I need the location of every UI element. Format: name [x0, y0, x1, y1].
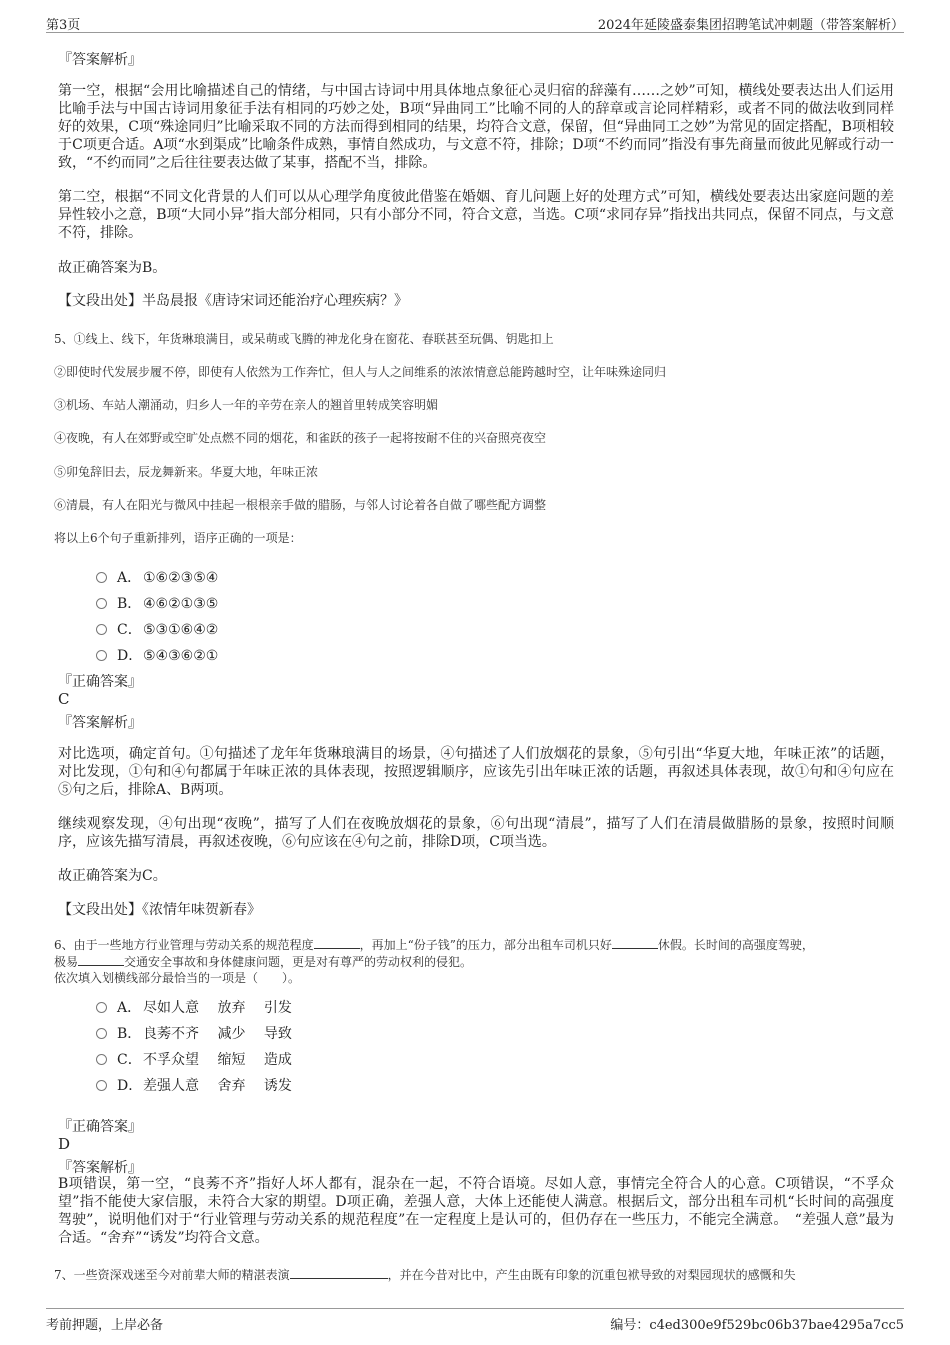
q5-source: 【文段出处】《浓情年味贺新春》 — [58, 902, 261, 918]
q6-option-c[interactable]: C．不孚众望 缩短 造成 — [96, 1049, 292, 1067]
q5-sentence-3: ③机场、车站人潮涌动，归乡人一年的辛劳在亲人的翘首里转成笑容明媚 — [54, 398, 439, 412]
radio-icon[interactable] — [96, 1028, 107, 1039]
radio-icon[interactable] — [96, 1080, 107, 1091]
q6-correct-answer: D — [58, 1135, 71, 1153]
q5-analysis-label: 『答案解析』 — [58, 715, 142, 731]
q5-sentence-6: ⑥清晨，有人在阳光与微风中挂起一根根亲手做的腊肠，与邻人讨论着各自做了哪些配方调整 — [54, 498, 547, 512]
page-footer — [46, 1308, 904, 1337]
q6-option-d[interactable]: D．差强人意 舍弃 诱发 — [96, 1075, 292, 1093]
q6-analysis-label: 『答案解析』 — [58, 1160, 142, 1176]
fill-blank — [78, 953, 124, 966]
q6-analysis: B项错误，第一空，“良莠不齐”指好人坏人都有，混杂在一起，不符合语境。尽如人意，事情完全符合人的心意。C项错误，“不孚众望”指不能使大家信服，未符合大家的期望。D项正确，差强人意，大体上还能使人满意。根据后文，部分出租车司机“长时间的高强度驾驶”，说明他们对于“行业管理与劳动关系的规范程度”在一定程度上是认可的，但仍存在一些压力，不能完全满意。 “差强人意”最为合适。“舍弃”“诱发”均符合文意。 — [58, 1176, 894, 1246]
q4-analysis-label: 『答案解析』 — [58, 52, 142, 68]
radio-icon[interactable] — [96, 650, 107, 661]
q5-correct-answer: C — [58, 690, 70, 708]
q7-stem: 7、一些资深戏迷至今对前辈大师的精湛表演 ，并在今昔对比中，产生由既有印象的沉重包袱导致的对梨园现状的感慨和失 — [54, 1268, 796, 1282]
page-number: 第3页 — [46, 18, 81, 33]
radio-icon[interactable] — [96, 572, 107, 583]
footer-slogan: 考前押题，上岸必备 — [46, 1318, 164, 1333]
q5-sentence-4: ④夜晚，有人在郊野或空旷处点燃不同的烟花，和雀跃的孩子一起将按耐不住的兴奋照亮夜空 — [54, 431, 547, 445]
q4-conclusion: 故正确答案为B。 — [58, 260, 167, 276]
q4-analysis-p2: 第二空，根据“不同文化背景的人们可以从心理学角度彼此借鉴在婚姻、育儿问题上好的处理方式”可知，横线处要表达出家庭问题的差异性较小之意，B项“大同小异”指大部分相同，只有小部分不同，符合文意，当选。C项“求同存异”指找出共同点，保留不同点，与文意不符，排除。 — [58, 189, 894, 241]
fill-blank — [314, 936, 360, 949]
radio-icon[interactable] — [96, 1054, 107, 1065]
q5-option-a[interactable]: A． ①⑥②③⑤④ — [96, 567, 218, 585]
q5-option-d[interactable]: D．⑤④③⑥②① — [96, 645, 218, 663]
q6-option-b[interactable]: B． 良莠不齐 减少 导致 — [96, 1023, 292, 1041]
q5-correct-label: 『正确答案』 — [58, 674, 142, 690]
document-title: 2024年延陵盛泰集团招聘笔试冲刺题（带答案解析） — [597, 18, 904, 33]
q5-stem: 5、①线上、线下，年货琳琅满目，或呆萌或飞腾的神龙化身在窗花、春联甚至玩偶、钥匙扣上 — [54, 332, 554, 346]
q5-analysis-p2: 继续观察发现，④句出现“夜晚”，描写了人们在夜晚放烟花的景象，⑥句出现“清晨”，描写了人们在清晨做腊肠的景象，按照时间顺序，应该先描写清晨，再叙述夜晚，⑥句应该在④句之前，排除D项，C项当选。 — [58, 816, 894, 850]
q6-stem: 6、由于一些地方行业管理与劳动关系的规范程度 ，再加上“份子钱”的压力，部分出租车司机只好 休假。长时间的高强度驾驶， 极易 交通安全事故和身体健康问题，更是对有尊严的劳动权利的侵犯。 依次填入划横线部分最恰当的一项是（ ）。 — [54, 938, 814, 985]
q5-sentence-2: ②即使时代发展步履不停，即使有人依然为工作奔忙，但人与人之间维系的浓浓情意总能跨越时空，让年味殊途同归 — [54, 365, 667, 379]
radio-icon[interactable] — [96, 598, 107, 609]
q4-source: 【文段出处】半岛晨报《唐诗宋词还能治疗心理疾病？》 — [58, 293, 408, 309]
q5-question: 将以上6个句子重新排列，语序正确的一项是： — [54, 531, 302, 545]
q5-analysis-p1: 对比选项，确定首句。①句描述了龙年年货琳琅满目的场景，④句描述了人们放烟花的景象，⑤句引出“华夏大地，年味正浓”的话题，对比发现，①句和④句都属于年味正浓的具体表现，按照逻辑顺序，应该先引出年味正浓的话题，再叙述具体表现，故①句和④句应在⑤句之后，排除A、B两项。 — [58, 746, 894, 798]
q6-option-a[interactable]: A． 尽如人意 放弃 引发 — [96, 997, 292, 1015]
radio-icon[interactable] — [96, 1002, 107, 1013]
q4-analysis-p1: 第一空，根据“会用比喻描述自己的情绪，与中国古诗词中用具体地点象征心灵归宿的辞藻有……之妙”可知，横线处要表达出人们运用比喻手法与中国古诗词用象征手法有相同的巧妙之处，B项“异曲同工”比喻不同的人的辞章或言论同样精彩，或者不同的做法收到同样好的效果，C项“殊途同归”比喻采取不同的方法而得到相同的结果，均符合文意，保留，但“异曲同工之妙”为常见的固定搭配，B项相较于C项更合适。A项“水到渠成”比喻条件成熟，事情自然成功，与文意不符，排除；D项“不约而同”指没有事先商量而彼此见解或行动一致，“不约而同”之后往往要表达做了某事，搭配不当，排除。 — [58, 83, 894, 171]
q5-option-b[interactable]: B． ④⑥②①③⑤ — [96, 593, 218, 611]
fill-blank — [290, 1266, 388, 1279]
q6-correct-label: 『正确答案』 — [58, 1119, 142, 1135]
fill-blank — [612, 936, 658, 949]
document-id: 编号：c4ed300e9f529bc06b37bae4295a7cc5 — [610, 1318, 904, 1333]
q5-conclusion: 故正确答案为C。 — [58, 868, 167, 884]
page-header — [46, 10, 904, 33]
q5-option-c[interactable]: C．⑤③①⑥④② — [96, 619, 218, 637]
q5-sentence-5: ⑤卯兔辞旧去，辰龙舞新来。华夏大地，年味正浓 — [54, 465, 319, 479]
radio-icon[interactable] — [96, 624, 107, 635]
